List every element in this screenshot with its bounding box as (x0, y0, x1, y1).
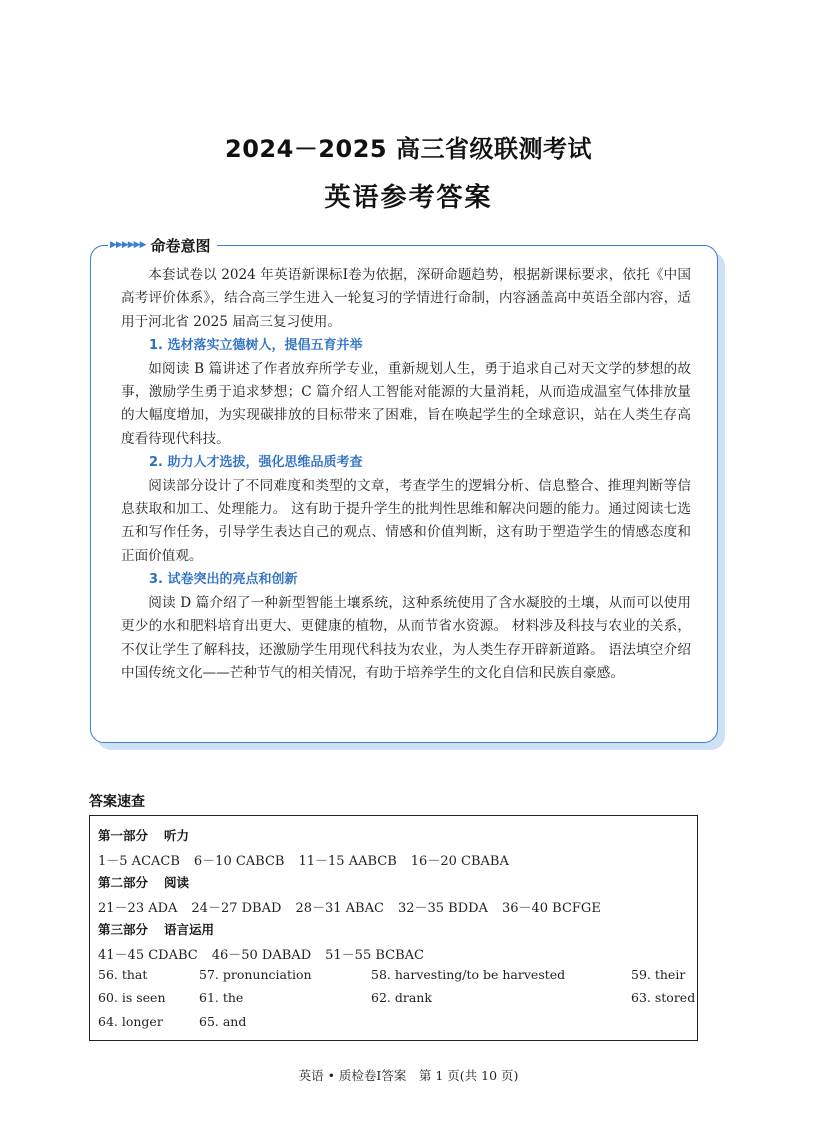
exam-title: 2024－2025 高三省级联测考试 (225, 135, 592, 163)
answers-quick-check-heading: 答案速查 (89, 794, 145, 810)
answer-group: 46－50 DABAD (211, 948, 312, 963)
intent-section-heading: 3. 试卷突出的亮点和创新 (149, 572, 298, 588)
answer-group: 41－45 CDABC (98, 948, 198, 963)
intent-section-heading: 1. 选材落实立德树人，提倡五育并举 (149, 338, 363, 354)
part1-label (98, 826, 189, 844)
intent-section-heading: 2. 助力人才选拔，强化思维品质考查 (149, 455, 363, 471)
blank-answer: 59. their (631, 967, 686, 982)
page-footer: 英语 • 质检卷Ⅰ答案 第 1 页(共 10 页) (298, 1068, 519, 1083)
blank-answer: 64. longer (98, 1014, 163, 1029)
answers-table (89, 815, 698, 1041)
answer-key-subtitle: 英语参考答案 (324, 183, 493, 213)
answer-group: 51－55 BCBAC (325, 948, 424, 963)
intent-section-text: 阅读部分设计了不同难度和类型的文章，考查学生的逻辑分析、信息整合、推理判断等信息获取和加工、处理能力。 这有助于提升学生的批判性思维和解决问题的能力。通过阅读七选五和写作任务，引导学生表达自己的观点、情感和价值判断，这有助于塑造学生的情感态度和正面价值观。 (121, 477, 691, 564)
intent-section-text: 如阅读 B 篇讲述了作者放弃所学专业，重新规划人生，勇于追求自己对天文学的梦想的故事，激励学生勇于追求梦想；C 篇介绍人工智能对能源的大量消耗，从而造成温室气体排放量的大幅度增加，为实现碳排放的目标带来了困难，旨在唤起学生的全球意识，站在人类生存高度看待现代科技。 (121, 360, 691, 447)
answer-group: 32－35 BDDA (397, 901, 488, 916)
part3-title: 语言运用 (164, 922, 215, 937)
blank-answer: 63. stored (631, 990, 696, 1005)
intent-section-text: 阅读 D 篇介绍了一种新型智能土壤系统，这种系统使用了含水凝胶的土壤，从而可以使用更少的水和肥料培育出更大、更健康的植物，从而节省水资源。 材料涉及科技与农业的关系，不仅让学生了解科技，还激励学生用现代科技为农业，为人类生存开辟新道路。 语法填空介绍中国传统文化——芒种节气的相关情况，有助于培养学生的文化自信和民族自豪感。 (121, 594, 691, 681)
blank-answer: 60. is seen (98, 990, 166, 1005)
blank-answer: 65. and (199, 1014, 247, 1029)
answer-group: 11－15 AABCB (298, 854, 397, 869)
blank-answer: 57. pronunciation (199, 967, 312, 982)
blank-answer: 58. harvesting/to be harvested (371, 967, 566, 982)
answer-group: 1－5 ACACB (98, 854, 180, 869)
answer-group: 36－40 BCFGE (501, 901, 601, 916)
part2-name: 第二部分 (98, 875, 149, 890)
part2-title: 阅读 (164, 875, 190, 890)
answer-group: 6－10 CABCB (193, 854, 285, 869)
arrows-icon: ▶▶▶▶▶▶ (110, 240, 146, 250)
blank-answer: 61. the (199, 990, 244, 1005)
exam-intent-title: 命卷意图 (150, 236, 211, 255)
part1-title: 听力 (164, 828, 190, 843)
answer-group: 24－27 DBAD (191, 901, 282, 916)
exam-intent-body (121, 264, 691, 685)
part2-answers (98, 897, 615, 916)
answer-group: 28－31 ABAC (295, 901, 384, 916)
part2-label (98, 873, 189, 891)
exam-intent-header (108, 233, 217, 257)
answer-group: 21－23 ADA (98, 901, 178, 916)
blank-answer: 56. that (98, 967, 148, 982)
part1-name: 第一部分 (98, 828, 149, 843)
blank-answer: 62. drank (371, 990, 432, 1005)
part3-name: 第三部分 (98, 922, 149, 937)
part1-answers (98, 850, 523, 869)
part3-label (98, 920, 214, 938)
intent-intro: 本套试卷以 2024 年英语新课标Ⅰ卷为依据，深研命题趋势，根据新课标要求，依托《中国高考评价体系》，结合高三学生进入一轮复习的学情进行命制，内容涵盖高中英语全部内容，适用于河北省 2025 届高三复习使用。 (121, 267, 691, 330)
answer-group: 16－20 CBABA (410, 854, 509, 869)
part3-answers (98, 944, 438, 963)
